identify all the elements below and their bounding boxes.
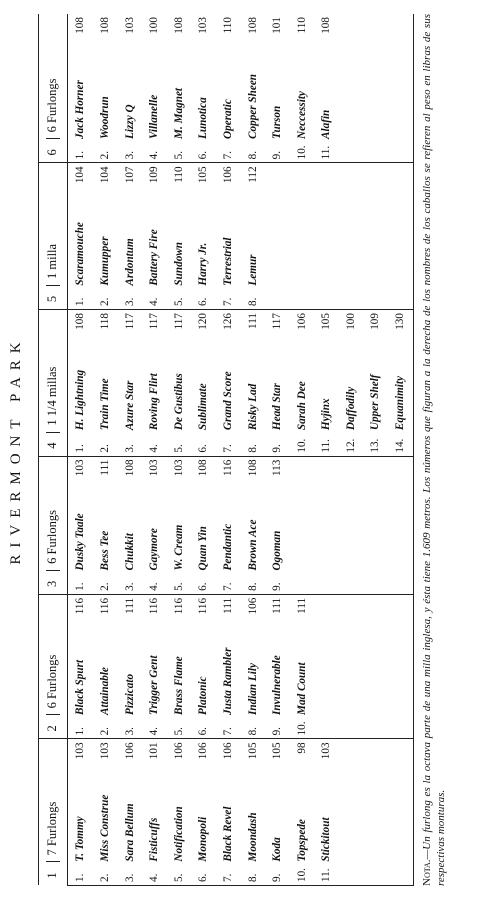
horse-name: Harry Jr. xyxy=(197,242,210,286)
entry-position xyxy=(265,289,290,310)
horse-name: Sara Bellum xyxy=(123,803,136,862)
horse-name: Trigger Gent xyxy=(148,655,161,715)
horse-name xyxy=(363,479,388,573)
entry-position: 1. xyxy=(68,865,94,886)
horse-name: Head Star xyxy=(271,383,284,431)
entry-position: 11. xyxy=(314,142,339,163)
table-row xyxy=(363,14,388,886)
race-number: 3 xyxy=(46,570,60,591)
horse-name xyxy=(388,46,414,142)
entry-position: 2. xyxy=(93,433,118,456)
entry-position: 10. xyxy=(290,718,315,739)
race-number: 2 xyxy=(46,714,60,735)
entry-position: 3. xyxy=(118,289,143,310)
horse-weight: 112 xyxy=(246,166,259,183)
entry-position xyxy=(388,573,414,594)
horse-name xyxy=(314,617,339,718)
horse-name: Copper Sheen xyxy=(246,73,259,139)
horse-name: Brass Flame xyxy=(172,656,185,715)
horse-name: Black Spurt xyxy=(74,659,87,715)
entry-position xyxy=(314,289,339,310)
horse-weight: 103 xyxy=(74,742,87,760)
race-table-body xyxy=(68,14,414,886)
horse-name: Brown Ace xyxy=(246,519,259,571)
table-row xyxy=(240,14,265,886)
table-row xyxy=(68,14,94,886)
horse-weight: 116 xyxy=(74,597,87,615)
horse-name: M. Magnet xyxy=(172,87,185,139)
horse-name: Train Time xyxy=(99,378,112,431)
entry-position: 7. xyxy=(216,433,241,456)
horse-weight: 116 xyxy=(148,597,161,615)
horse-name: Stickitout xyxy=(320,817,333,862)
horse-weight: 111 xyxy=(99,459,112,476)
horse-name xyxy=(388,192,414,288)
entry-position: 1. xyxy=(68,573,94,594)
horse-name: Chukkit xyxy=(123,533,136,571)
entry-position xyxy=(339,289,364,310)
horse-weight: 103 xyxy=(320,742,333,760)
horse-name: Jack Horner xyxy=(74,80,87,139)
horse-weight: 113 xyxy=(271,459,284,476)
entry-position xyxy=(363,718,388,739)
table-row xyxy=(93,14,118,886)
horse-name: Risky Lad xyxy=(246,383,259,431)
horse-name: Pizzicato xyxy=(123,673,136,715)
entry-position: 1. xyxy=(68,718,94,739)
horse-name: Grand Score xyxy=(222,371,234,431)
horse-weight xyxy=(363,14,388,46)
horse-weight: 105 xyxy=(320,313,333,330)
horse-weight: 98 xyxy=(295,742,308,754)
horse-name: Mad Count xyxy=(295,662,308,715)
horse-name: Neccessity xyxy=(295,91,308,139)
entry-position: 12. xyxy=(339,433,364,456)
entry-position xyxy=(388,142,414,163)
horse-name: Turson xyxy=(271,105,284,139)
horse-name xyxy=(290,192,315,288)
horse-name: Moondash xyxy=(246,812,259,862)
horse-weight: 105 xyxy=(271,742,284,760)
race-distance: 1 1/4 millas xyxy=(45,366,60,426)
entry-position: 6. xyxy=(191,865,216,886)
entry-position: 6. xyxy=(191,573,216,594)
horse-name: Lunotica xyxy=(197,97,210,139)
horse-weight xyxy=(339,456,364,479)
entry-position: 1. xyxy=(68,142,94,163)
horse-weight: 117 xyxy=(271,313,284,330)
entry-position: 5. xyxy=(167,289,192,310)
entry-position xyxy=(363,865,388,886)
entry-position xyxy=(339,142,364,163)
horse-weight: 105 xyxy=(246,742,259,760)
table-row xyxy=(167,14,192,886)
horse-name xyxy=(388,768,414,864)
entry-position: 10. xyxy=(290,865,315,886)
race-header-row xyxy=(39,14,68,886)
horse-name xyxy=(339,192,364,288)
horse-weight: 111 xyxy=(271,597,284,614)
horse-weight: 106 xyxy=(222,166,234,184)
entry-position: 2. xyxy=(93,718,118,739)
horse-name: Dusky Taale xyxy=(74,513,87,571)
table-row xyxy=(388,14,414,886)
horse-weight: 111 xyxy=(222,597,234,614)
horse-name xyxy=(363,768,388,864)
horse-weight: 106 xyxy=(197,742,210,760)
horse-name: Attainable xyxy=(99,667,112,715)
entry-position: 3. xyxy=(118,865,143,886)
horse-weight: 130 xyxy=(394,313,407,330)
race-header-1 xyxy=(39,739,68,886)
table-row xyxy=(191,14,216,886)
horse-weight xyxy=(339,594,364,617)
entry-position: 9. xyxy=(265,718,290,739)
entry-position: 6. xyxy=(191,289,216,310)
horse-name: Ardontum xyxy=(123,238,136,286)
horse-name: Equanimity xyxy=(394,376,407,431)
entry-position: 4. xyxy=(142,718,167,739)
entry-position: 3. xyxy=(118,718,143,739)
horse-name: Lizzy Q xyxy=(123,104,136,139)
horse-weight: 106 xyxy=(222,742,234,760)
entry-position: 8. xyxy=(240,142,265,163)
horse-weight xyxy=(339,739,364,768)
horse-weight xyxy=(363,594,388,617)
horse-weight: 104 xyxy=(74,166,87,184)
horse-weight xyxy=(388,594,414,617)
race-header-2 xyxy=(39,594,68,739)
horse-weight xyxy=(265,163,290,192)
horse-name: Monopoli xyxy=(197,816,210,862)
horse-weight xyxy=(363,163,388,192)
entry-position: 4. xyxy=(142,289,167,310)
entry-position xyxy=(314,718,339,739)
horse-weight: 108 xyxy=(74,17,87,34)
horse-name: W. Cream xyxy=(172,524,185,571)
horse-weight: 116 xyxy=(222,459,234,476)
entry-position: 8. xyxy=(240,865,265,886)
race-header-3 xyxy=(39,456,68,594)
horse-weight: 108 xyxy=(123,459,136,477)
entry-position: 11. xyxy=(314,865,339,886)
horse-name: H. Lightning xyxy=(74,369,87,431)
horse-name: Villanelle xyxy=(148,94,161,139)
horse-weight: 108 xyxy=(99,17,112,34)
table-row xyxy=(265,14,290,886)
entry-position: 7. xyxy=(216,573,241,594)
race-distance: 7 Furlongs xyxy=(45,801,60,856)
race-table xyxy=(38,14,414,886)
entry-position: 9. xyxy=(265,142,290,163)
entry-position: 1. xyxy=(68,289,94,310)
horse-name: Kumupper xyxy=(99,236,112,286)
horse-name: Pendantic xyxy=(222,523,234,571)
horse-weight: 111 xyxy=(295,597,308,614)
race-number: 1 xyxy=(46,862,60,883)
horse-weight: 116 xyxy=(99,597,112,615)
horse-name xyxy=(265,192,290,288)
horse-name: Lemur xyxy=(246,254,259,286)
entry-position xyxy=(388,289,414,310)
horse-weight: 118 xyxy=(99,313,112,330)
horse-weight: 109 xyxy=(148,166,161,184)
horse-weight: 108 xyxy=(246,17,259,34)
entry-position xyxy=(339,573,364,594)
entry-position xyxy=(290,289,315,310)
horse-weight: 117 xyxy=(123,313,136,330)
horse-name: Sundown xyxy=(172,242,185,286)
entry-position: 4. xyxy=(142,142,167,163)
table-row xyxy=(216,14,241,886)
horse-weight: 106 xyxy=(295,313,308,330)
horse-name: Alafin xyxy=(320,109,333,139)
horse-weight: 103 xyxy=(172,459,185,477)
horse-weight: 117 xyxy=(148,313,161,330)
horse-weight: 107 xyxy=(123,166,136,184)
horse-weight: 108 xyxy=(74,313,87,330)
horse-name: T. Tommy xyxy=(74,816,87,862)
table-row xyxy=(314,14,339,886)
entry-position: 2. xyxy=(93,289,118,310)
horse-name: Upper Shelf xyxy=(369,374,382,431)
entry-position: 1. xyxy=(68,433,94,456)
horse-name: Operatic xyxy=(222,99,234,139)
entry-position xyxy=(363,289,388,310)
entry-position: 4. xyxy=(142,573,167,594)
horse-weight xyxy=(388,14,414,46)
horse-name: Invulnerable xyxy=(271,655,284,715)
horse-name: Notification xyxy=(172,806,185,862)
horse-weight: 117 xyxy=(172,313,185,330)
entry-position: 10. xyxy=(290,142,315,163)
race-header-5 xyxy=(39,163,68,310)
horse-name: Woodrun xyxy=(99,96,112,139)
entry-position: 10. xyxy=(290,433,315,456)
horse-weight: 100 xyxy=(148,17,161,34)
horse-name xyxy=(363,192,388,288)
horse-weight xyxy=(339,14,364,46)
horse-name: Hyjinx xyxy=(320,398,333,431)
horse-name xyxy=(388,479,414,573)
entry-position: 8. xyxy=(240,718,265,739)
horse-weight: 109 xyxy=(369,313,382,330)
horse-weight xyxy=(388,163,414,192)
table-row xyxy=(290,14,315,886)
horse-weight xyxy=(339,163,364,192)
horse-name xyxy=(314,192,339,288)
horse-weight: 100 xyxy=(344,313,357,330)
horse-weight xyxy=(314,163,339,192)
horse-name: Gaymore xyxy=(148,528,161,571)
horse-weight: 108 xyxy=(197,459,210,477)
entry-position: 9. xyxy=(265,433,290,456)
table-row xyxy=(142,14,167,886)
horse-name: Terrestrial xyxy=(222,237,234,286)
horse-weight: 108 xyxy=(246,459,259,477)
horse-weight: 110 xyxy=(222,17,234,34)
horse-name: Sublimate xyxy=(197,383,210,431)
horse-name: Azure Star xyxy=(123,380,136,431)
table-row xyxy=(118,14,143,886)
horse-weight xyxy=(363,456,388,479)
entry-position: 3. xyxy=(118,142,143,163)
horse-weight: 106 xyxy=(172,742,185,760)
horse-weight: 103 xyxy=(197,17,210,34)
horse-weight: 101 xyxy=(271,17,284,34)
horse-name: Indian Lily xyxy=(246,663,259,715)
race-number: 4 xyxy=(46,432,60,453)
horse-weight: 110 xyxy=(295,17,308,34)
horse-name: Bess Tee xyxy=(99,530,112,571)
horse-name: De Gustibus xyxy=(172,373,185,431)
horse-weight xyxy=(290,163,315,192)
entry-position: 7. xyxy=(216,718,241,739)
race-distance: 6 Furlongs xyxy=(45,510,60,564)
entry-position: 6. xyxy=(191,718,216,739)
horse-name: Miss Construe xyxy=(99,794,112,862)
entry-position: 6. xyxy=(191,433,216,456)
entry-position: 3. xyxy=(118,573,143,594)
horse-name xyxy=(339,768,364,864)
entry-position: 3. xyxy=(118,433,143,456)
entry-position: 4. xyxy=(142,865,167,886)
horse-name xyxy=(339,617,364,718)
entry-position xyxy=(363,573,388,594)
horse-name: Justa Rambler xyxy=(222,647,234,715)
horse-weight: 108 xyxy=(172,17,185,34)
horse-name xyxy=(363,617,388,718)
horse-name: Battery Fire xyxy=(148,229,161,286)
race-header-4 xyxy=(39,310,68,457)
entry-position: 6. xyxy=(191,142,216,163)
horse-name: Ogoman xyxy=(271,530,284,571)
horse-weight xyxy=(388,456,414,479)
entry-position xyxy=(388,718,414,739)
horse-weight: 103 xyxy=(123,17,136,34)
entry-position: 7. xyxy=(216,865,241,886)
race-header-6 xyxy=(39,14,68,163)
entry-position xyxy=(290,573,315,594)
entry-position xyxy=(314,573,339,594)
horse-weight: 104 xyxy=(99,166,112,184)
horse-weight xyxy=(314,456,339,479)
footnote-lead: Nota. xyxy=(421,859,433,886)
entry-position: 7. xyxy=(216,289,241,310)
horse-name xyxy=(339,479,364,573)
horse-weight: 116 xyxy=(172,597,185,615)
horse-name xyxy=(388,617,414,718)
horse-name: Platonic xyxy=(197,676,210,715)
horse-name xyxy=(363,46,388,142)
horse-weight xyxy=(363,739,388,768)
horse-name: Koda xyxy=(271,837,284,862)
horse-weight: 101 xyxy=(148,742,161,760)
entry-position xyxy=(388,865,414,886)
horse-weight xyxy=(290,456,315,479)
horse-name: Black Revel xyxy=(222,806,234,862)
entry-position xyxy=(363,142,388,163)
horse-name xyxy=(290,479,315,573)
horse-name: Topspede xyxy=(295,819,308,862)
horse-weight: 103 xyxy=(99,742,112,760)
entry-position xyxy=(339,865,364,886)
entry-position: 8. xyxy=(240,573,265,594)
horse-weight: 106 xyxy=(246,597,259,615)
horse-name: Daffodily xyxy=(344,386,357,431)
horse-weight: 108 xyxy=(320,17,333,34)
entry-position: 5. xyxy=(167,142,192,163)
race-number: 5 xyxy=(46,285,60,306)
entry-position: 9. xyxy=(265,573,290,594)
horse-weight: 110 xyxy=(172,166,185,183)
footnote-text: —Un furlong es la octava parte de una milla inglesa, y ésta tiene 1.609 metros. Los números que figuran a la derecha de los nombres de los caballos se refieren al peso en libras de sus respectivas monturas. xyxy=(421,14,447,886)
entry-position: 5. xyxy=(167,433,192,456)
entry-position: 5. xyxy=(167,573,192,594)
horse-name: Scaramouche xyxy=(74,222,87,286)
horse-weight: 105 xyxy=(197,166,210,184)
horse-weight: 103 xyxy=(74,459,87,477)
entry-position: 11. xyxy=(314,433,339,456)
entry-position: 7. xyxy=(216,142,241,163)
entry-position: 2. xyxy=(93,573,118,594)
entry-position: 13. xyxy=(363,433,388,456)
horse-name: Quan Yin xyxy=(197,526,210,571)
race-distance: 1 milla xyxy=(45,243,60,279)
table-row xyxy=(339,14,364,886)
horse-name: Fisticuffs xyxy=(148,817,161,862)
horse-name: Sarah Dee xyxy=(295,381,308,431)
entry-position xyxy=(339,718,364,739)
horse-name xyxy=(339,46,364,142)
horse-weight: 111 xyxy=(123,597,136,614)
entry-position: 2. xyxy=(93,865,118,886)
race-distance: 6 Furlongs xyxy=(45,78,60,133)
horse-weight: 103 xyxy=(148,459,161,477)
horse-name xyxy=(314,479,339,573)
entry-position: 4. xyxy=(142,433,167,456)
entry-position: 5. xyxy=(167,718,192,739)
page-title: RIVERMONT PARK xyxy=(8,335,24,565)
entry-position: 5. xyxy=(167,865,192,886)
horse-weight xyxy=(314,594,339,617)
horse-weight: 116 xyxy=(197,597,210,615)
horse-weight xyxy=(388,739,414,768)
entry-position: 14. xyxy=(388,433,414,456)
entry-position: 2. xyxy=(93,142,118,163)
race-distance: 6 Furlongs xyxy=(45,654,60,709)
entry-position: 9. xyxy=(265,865,290,886)
entry-position: 8. xyxy=(240,433,265,456)
horse-weight: 120 xyxy=(197,313,210,330)
footnote xyxy=(420,14,448,886)
horse-weight: 126 xyxy=(222,313,234,330)
horse-name: Roving Flirt xyxy=(148,373,161,431)
horse-weight: 106 xyxy=(123,742,136,760)
horse-weight: 111 xyxy=(246,313,259,329)
race-number: 6 xyxy=(46,138,60,159)
entry-position: 8. xyxy=(240,289,265,310)
